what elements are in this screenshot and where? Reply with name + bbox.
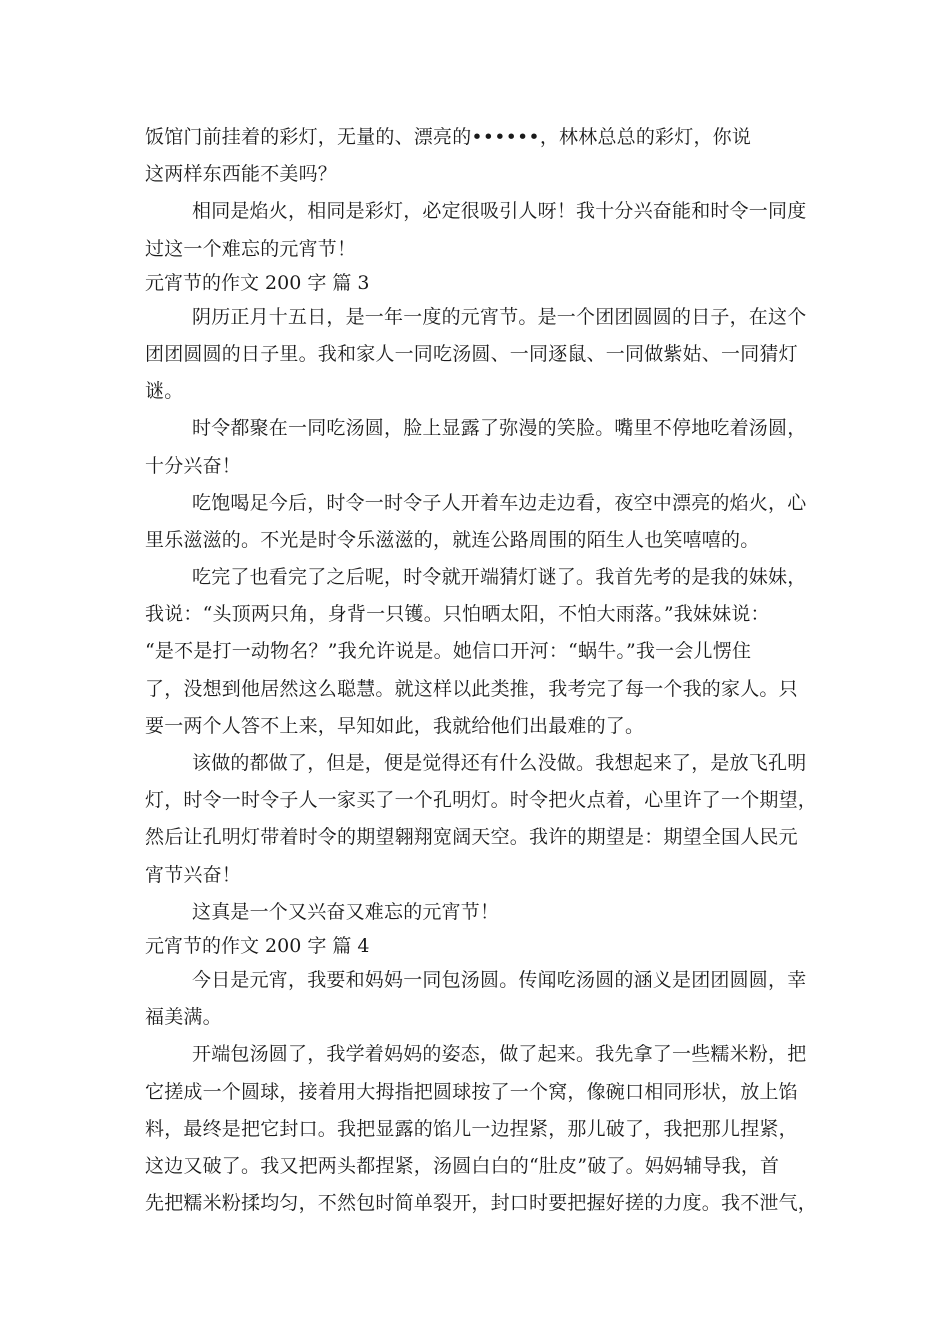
text-line: 阴历正月十五日，是一年一度的元宵节。是一个团团圆圆的日子，在这个 [192,305,807,328]
text-line: 相同是焰火，相同是彩灯，必定很吸引人呀！我十分兴奋能和时令一同度 [192,200,807,223]
paragraph [145,299,807,411]
text-line: 要一两个人答不上来，早知如此，我就给他们出最难的了。 [145,714,645,737]
paragraph [145,193,807,267]
paragraph [145,485,807,559]
document-page [145,119,818,1222]
paragraph [145,745,818,894]
text-line: 我说：“头顶两只角，身背一只镬。只怕晒太阳，不怕大雨落。”我妹妹说： [145,603,770,626]
section-heading: 元宵节的作文 200 字 篇 4 [145,934,370,957]
text-line: 灯，时令一时令子人一家买了一个孔明灯。时令把火点着，心里许了一个期望， [145,789,818,812]
text-line: 这两样东西能不美吗？ [145,163,338,186]
text-line: 开端包汤圆了，我学着妈妈的姿态，做了起来。我先拿了一些糯米粉，把 [192,1043,807,1066]
text-line: 先把糯米粉揉均匀，不然包时简单裂开，封口时要把握好搓的力度。我不泄气， [145,1192,818,1215]
section-heading: 元宵节的作文 200 字 篇 3 [145,271,370,294]
text-line: 然后让孔明灯带着时令的期望翱翔宽阔天空。我许的期望是：期望全国人民元 [145,826,798,849]
text-line: 十分兴奋！ [145,454,242,477]
text-line: 谜。 [145,380,184,403]
text-line: 这真是一个又兴奋又难忘的元宵节！ [192,900,500,923]
text-line: 料，最终是把它封口。我把显露的馅儿一边捏紧，那儿破了，我把那儿捏紧， [145,1117,798,1140]
text-line: “是不是打一动物名？”我允许说是。她信口开河：“蜗牛。”我一会儿愣住 [145,640,752,663]
text-line: 该做的都做了，但是，便是觉得还有什么没做。我想起来了，是放飞孔明 [192,752,807,774]
paragraph [145,410,807,484]
text-line: 今日是元宵，我要和妈妈一同包汤圆。传闻吃汤圆的涵义是团团圆圆，幸 [192,968,807,991]
text-line: 这边又破了。我又把两头都捏紧，汤圆白白的“肚皮”破了。妈妈辅导我，首 [145,1154,780,1177]
text-line: 宵节兴奋！ [145,863,242,886]
text-line: 吃完了也看完了之后呢，时令就开端猜灯谜了。我首先考的是我的妹妹， [192,566,807,589]
text-line: 里乐滋滋的。不光是时令乐滋滋的，就连公路周围的陌生人也笑嘻嘻的。 [145,528,760,551]
paragraph [145,1036,818,1222]
paragraph [145,894,807,931]
text-line: 过这一个难忘的元宵节！ [145,237,357,260]
text-line: 吃饱喝足今后，时令一时令子人开着车边走边看，夜空中漂亮的焰火，心 [192,491,807,514]
paragraph [145,119,807,193]
paragraph [145,962,807,1036]
paragraph [145,559,807,745]
text-line: 时令都聚在一同吃汤圆，脸上显露了弥漫的笑脸。嘴里不停地吃着汤圆， [192,417,807,440]
text-line: 饭馆门前挂着的彩灯，无量的、漂亮的••••••，林林总总的彩灯，你说 [145,126,752,148]
text-line: 它搓成一个圆球，接着用大拇指把圆球按了一个窝，像碗口相同形状，放上馅 [145,1080,798,1103]
text-line: 福美满。 [145,1006,222,1029]
text-line: 团团圆圆的日子里。我和家人一同吃汤圆、一同逐鼠、一同做紫姑、一同猜灯 [145,342,798,365]
text-line: 了，没想到他居然这么聪慧。就这样以此类推，我考完了每一个我的家人。只 [145,677,798,700]
